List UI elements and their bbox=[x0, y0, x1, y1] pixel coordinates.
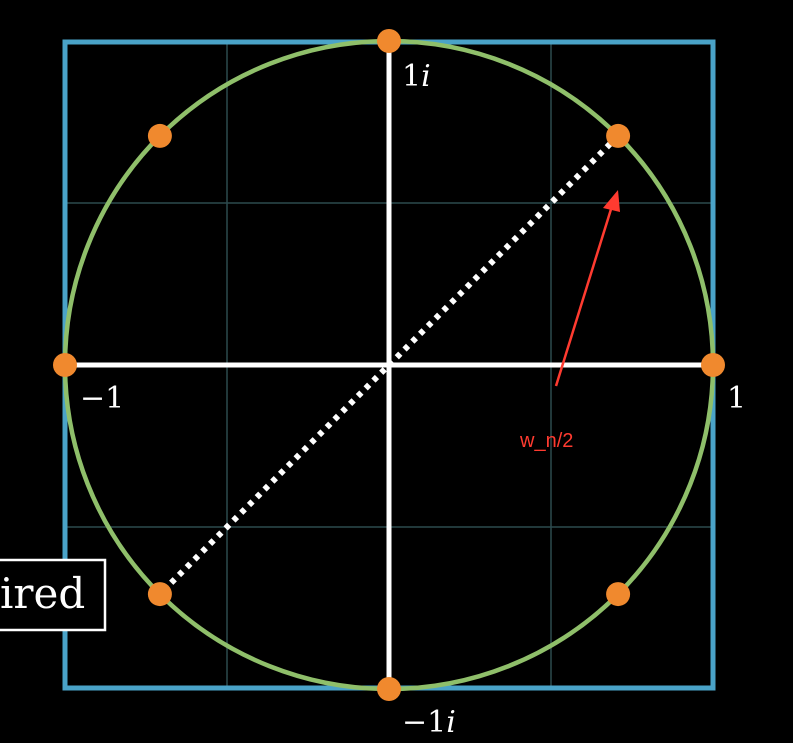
root-point-0deg bbox=[701, 353, 725, 377]
label-real-negative: −1 bbox=[80, 381, 125, 416]
root-point-135deg bbox=[148, 124, 172, 148]
arrow-head-icon bbox=[603, 190, 620, 212]
arrow-shaft bbox=[556, 206, 612, 386]
root-point-315deg bbox=[606, 582, 630, 606]
annotation-arrow bbox=[556, 190, 620, 386]
root-point-45deg bbox=[606, 124, 630, 148]
label-imag-negative-number: −1 bbox=[402, 705, 447, 740]
label-imag-positive-number: 1 bbox=[402, 59, 422, 94]
annotation-label: w_n/2 bbox=[520, 430, 574, 452]
axis-labels bbox=[80, 59, 746, 740]
root-point-180deg bbox=[53, 353, 77, 377]
root-point-270deg bbox=[377, 677, 401, 701]
label-real-positive: 1 bbox=[727, 381, 747, 416]
label-imag-positive bbox=[402, 59, 431, 94]
label-imag-negative bbox=[402, 705, 456, 740]
root-point-225deg bbox=[148, 582, 172, 606]
label-imag-negative-unit: i bbox=[446, 705, 456, 740]
side-box bbox=[0, 560, 105, 630]
root-point-90deg bbox=[377, 29, 401, 53]
side-box-text: ired bbox=[0, 569, 86, 618]
label-imag-positive-unit: i bbox=[421, 59, 431, 94]
